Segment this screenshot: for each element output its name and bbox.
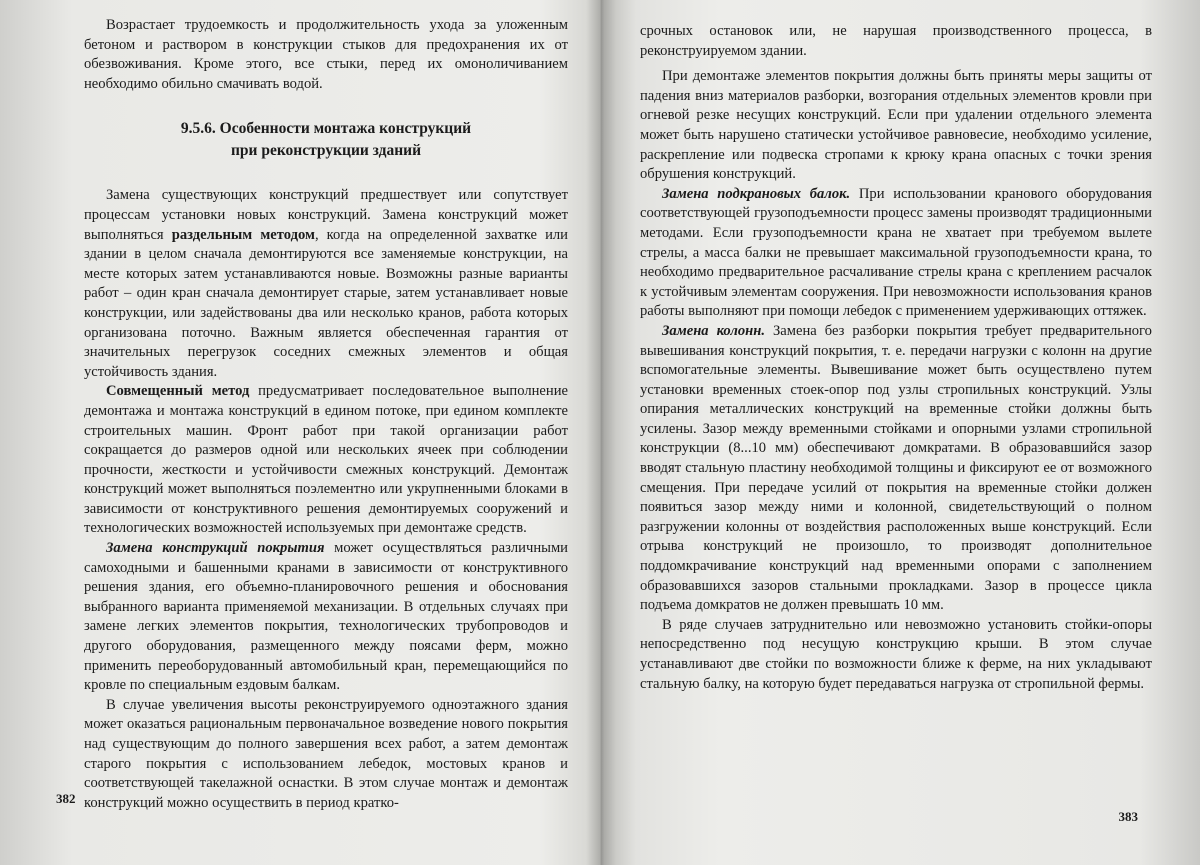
paragraph-dismantling-safety: При демонтаже элементов покрытия должны быть приняты меры защиты от падения вниз материалов разборки, возгорания отдельных элементов кровли при огневой резке несущих конструкций. Если при удалении отдельного элемента может быть нарушено статически устойчивое равновесие, необходимо усиление, раскрепление или подвеска стропами к крюку крана опасных с точки зрения обрушения конструкций. [640, 68, 1152, 183]
paragraph-text: предусматривает последовательное выполнение демонтажа и монтажа конструкций в едином потоке, при едином комплекте строительных машин. Фронт работ при такой организации работ сокращается до размеров одной или нескольких ячеек при соблюдении прочности, жесткости и устойчивости смежных конструкций. Демонтаж конструкций может выполняться поэлементно или укрупненными блоками в зависимости от конструктивного решения демонтируемых сооружений и технологических возможностей используемых при демонтаже средств. [84, 383, 568, 537]
page-number-left: 382 [56, 791, 76, 806]
page-number-right: 383 [1118, 809, 1138, 824]
paragraph-roof-replacement [84, 539, 568, 696]
paragraph-text: может осуществляться различными самоходными и башенными кранами в зависимости от конструктивного решения здания, его объемно-планировочного решения и обоснования выбранного варианта применяемой механизации. В отдельных случаях при замене легких элементов покрытия, технологических трубопроводов и другого оборудования, размещенного между поясами ферм, можно применить переоборудованный автомобильный кран, перемещающийся по кровле по специальным ездовым балкам. [84, 540, 568, 694]
intro-paragraph: Возрастает трудоемкость и продолжительность ухода за уложенным бетоном и раствором в конструкции стыков для предохранения их от обезвоживания. Кроме этого, все стыки, перед их омоноличиванием необходимо обильно смачивать водой. [84, 17, 568, 92]
paragraph-height-increase: В случае увеличения высоты реконструируемого одноэтажного здания может оказаться рациональным первоначальное возведение нового покрытия над существующим до полного завершения всех работ, а затем демонтаж старого покрытия с использованием лебедок, мостовых кранов и соответствующей такелажной оснастки. В этом случае монтаж и демонтаж конструкций можно осуществить в период кратко- [84, 696, 568, 811]
paragraph-temporary-supports: В ряде случаев затруднительно или невозможно установить стойки-опоры непосредственно под несущую конструкцию крыши. В этом случае устанавливают две стойки по возможности ближе к ферме, на них укладывают стальную балку, на которую будет передаваться нагрузка от стропильной фермы. [640, 616, 1152, 692]
paragraph-text: , когда на определенной захватке или здании в целом сначала демонтируются все заменяемые конструкции, на месте которых затем устанавливаются новые. Возможны разные варианты работ – один кран сначала демонтирует старые, затем устанавливает новые конструкции, или задействованы два или несколько кранов, работа которых организована поточно. Важным является обеспеченная гарантия от значительных перегрузок соседних смежных элементов и общая устойчивость здания. [84, 226, 568, 380]
paragraph-text: Замена существующих конструкций предшествует или сопутствует процессам установки новых конструкций. Замена конструкций может выполняться [84, 187, 568, 243]
paragraph-combined-method [84, 382, 568, 539]
term-separate-method: раздельным методом [171, 226, 315, 243]
paragraph-separate-method [84, 186, 568, 382]
paragraph-crane-beams [640, 185, 1152, 322]
term-combined-method: Совмещенный метод [106, 383, 250, 400]
term-columns: Замена колонн. [662, 322, 765, 339]
term-roof-replacement: Замена конструкций покрытия [106, 540, 325, 557]
paragraph-columns [640, 322, 1152, 616]
paragraph-text: При использовании кранового оборудования соответствующей грузоподъемности процесс замены производят традиционными методами. Если грузоподъемности крана не хватает при требуемом вылете стрелы, а масса балки не превышает максимальной грузоподъемности крана, то необходимо предварительное расчаливание стрелы крана с креплением расчалок к устойчивым элементам сооружения. При невозможности использования кранов работы выполняют при помощи лебедок с применением удерживающих оттяжек. [640, 185, 1152, 320]
right-page [600, 0, 1200, 865]
section-heading [84, 118, 568, 162]
section-heading-line-2: при реконструкции зданий [230, 142, 422, 160]
continuation-paragraph: срочных остановок или, не нарушая производственного процесса, в реконструируемом здании. [640, 23, 1152, 59]
term-crane-beams: Замена подкрановых балок. [662, 185, 851, 202]
paragraph-text: Замена без разборки покрытия требует предварительного вывешивания конструкций покрытия, т. е. передачи нагрузки с колонн на другие вспомогательные элементы. Вывешивание может быть осуществлено путем установки временных стоек-опор под узлы стропильных конструкций. Узлы опирания металлических конструкций на временные стойки должны быть усилены. Зазор между временными стойками и опорными узлами стропильной конструкции (8...10 мм) обеспечивают домкратами. В образовавшийся зазор вводят стальную пластину необходимой толщины и фиксируют ее от возможного смещения. При передаче усилий от покрытия на временные стойки должен появиться зазор между ними и колонной, свидетельствующий о полном разгружении колонны от воздействия расположенных выше конструкций. Если отрыва конструкций не произошло, то производят дополнительное поддомкрачивание конструкций над временными опорами с заполнением образовавшихся зазоров стальными прокладками. Зазор в процессе цикла подъема домкратов не должен превышать 10 мм. [640, 322, 1152, 614]
section-heading-line-1: 9.5.6. Особенности монтажа конструкций [180, 120, 472, 138]
